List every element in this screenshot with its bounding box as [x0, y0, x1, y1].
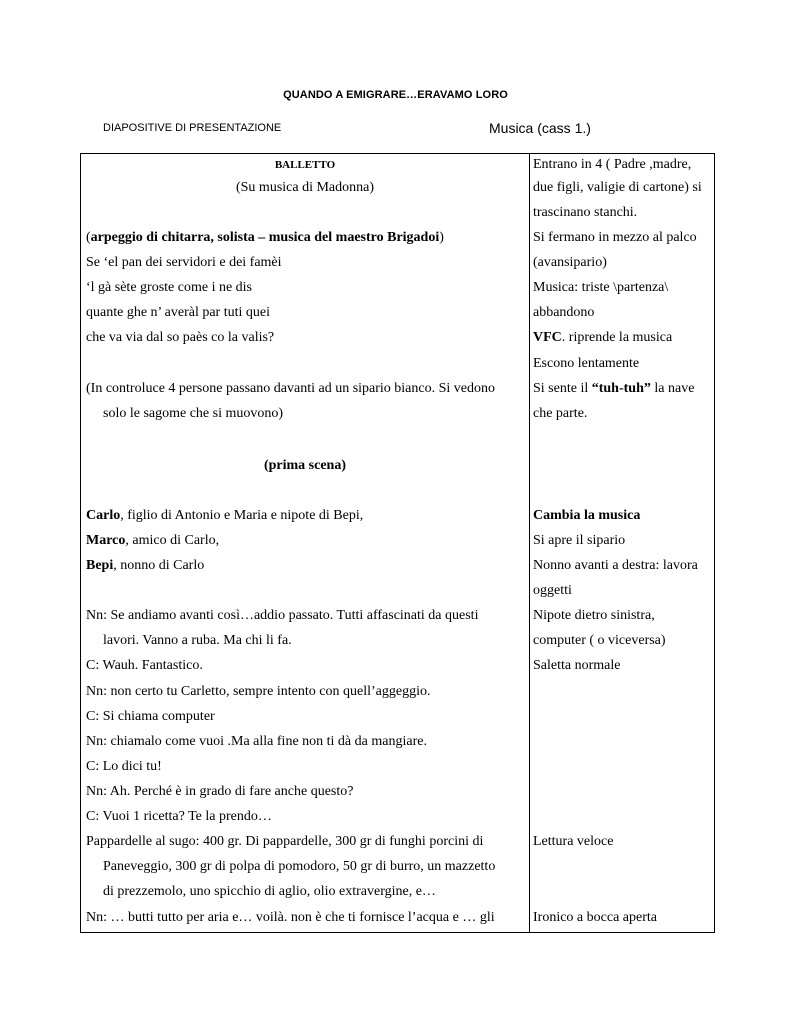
character-bepi: [86, 557, 204, 575]
tuh-post: la nave: [650, 381, 695, 396]
dialogue-line: Nn: Ah. Perché è in grado di fare anche questo?: [86, 784, 354, 799]
tuh-sound: “tuh-tuh”: [591, 381, 651, 396]
vfc-text: . riprende la musica: [561, 330, 673, 345]
stage-note: Musica: triste \partenza\: [533, 280, 669, 295]
character-desc: , amico di Carlo,: [125, 533, 220, 548]
su-musica-line: (Su musica di Madonna): [235, 180, 375, 195]
prima-scena-heading: (prima scena): [263, 458, 347, 473]
character-marco: [86, 532, 219, 550]
dialogue-line: C: Wauh. Fantastico.: [86, 658, 203, 673]
stage-note: Si apre il sipario: [533, 533, 626, 548]
controluce-line-2: solo le sagome che si muovono): [103, 406, 284, 421]
stage-note-vfc: [533, 329, 672, 347]
stage-note: computer ( o viceversa): [533, 633, 666, 648]
stage-note: Escono lentamente: [533, 356, 640, 371]
character-name: Marco: [86, 533, 126, 548]
arpeggio-text: arpeggio di chitarra, solista – musica del maestro Brigadoi: [90, 230, 440, 245]
dialogue-line: Nn: chiamalo come vuoi .Ma alla fine non ti dà da mangiare.: [86, 734, 427, 749]
controluce-line-1: (In controluce 4 persone passano davanti ad un sipario bianco. Si vedono: [86, 381, 496, 396]
character-name: Bepi: [86, 558, 114, 573]
dialogue-line: C: Vuoi 1 ricetta? Te la prendo…: [86, 809, 272, 824]
stage-note: oggetti: [533, 583, 572, 598]
stage-note: Entrano in 4 ( Padre ,madre,: [533, 157, 692, 172]
document-title: QUANDO A EMIGRARE…ERAVAMO LORO: [283, 89, 508, 101]
recipe-line: Paneveggio, 300 gr di polpa di pomodoro, 50 gr di burro, un mazzetto: [103, 859, 496, 874]
stage-note: trascinano stanchi.: [533, 205, 638, 220]
dialogue-line: Nn: Se andiamo avanti così…addio passato. Tutti affascinati da questi: [86, 608, 479, 623]
stage-note: Nipote dietro sinistra,: [533, 608, 655, 623]
stage-note: Ironico a bocca aperta: [533, 910, 657, 925]
dialogue-line: C: Lo dici tu!: [86, 759, 162, 774]
stage-note: Nonno avanti a destra: lavora: [533, 558, 698, 573]
recipe-line: di prezzemolo, uno spicchio di aglio, olio extravergine, e…: [103, 884, 436, 899]
stage-note: Saletta normale: [533, 658, 621, 673]
poem-line-1: Se ‘el pan dei servidori e dei famèi: [86, 255, 282, 270]
music-reference: Musica (cass 1.): [489, 120, 591, 136]
dialogue-line: Nn: non certo tu Carletto, sempre intento con quell’aggeggio.: [86, 684, 431, 699]
stage-note: Si fermano in mezzo al palco: [533, 230, 697, 245]
character-name: Carlo: [86, 508, 121, 523]
poem-line-3: quante ghe n’ averàl par tuti quei: [86, 305, 270, 320]
arpeggio-line: [86, 229, 444, 247]
arpeggio-close-paren: ): [439, 230, 444, 245]
dialogue-line: Nn: … butti tutto per aria e… voilà. non è che ti fornisce l’acqua e … gli: [86, 910, 495, 925]
dialogue-line: lavori. Vanno a ruba. Ma chi li fa.: [103, 633, 292, 648]
vfc-label: VFC: [533, 330, 562, 345]
recipe-line: Pappardelle al sugo: 400 gr. Di pappardelle, 300 gr di funghi porcini di: [86, 834, 484, 849]
poem-line-2: ‘l gà sète groste come i ne dis: [86, 280, 253, 295]
poem-line-4: che va via dal so paès co la valis?: [86, 330, 275, 345]
stage-note-tuh: [533, 380, 694, 398]
stage-note-cambia: Cambia la musica: [533, 508, 641, 523]
stage-note: Lettura veloce: [533, 834, 614, 849]
character-desc: , figlio di Antonio e Maria e nipote di Bepi,: [120, 508, 364, 523]
document-subtitle: DIAPOSITIVE DI PRESENTAZIONE: [103, 122, 282, 134]
balletto-heading: BALLETTO: [274, 159, 336, 171]
dialogue-line: C: Si chiama computer: [86, 709, 215, 724]
character-desc: , nonno di Carlo: [113, 558, 205, 573]
character-carlo: [86, 507, 363, 525]
column-divider: [529, 154, 530, 932]
stage-note: che parte.: [533, 406, 588, 421]
script-table: [80, 153, 715, 933]
tuh-pre: Si sente il: [533, 381, 592, 396]
stage-note: (avansipario): [533, 255, 607, 270]
stage-note: due figli, valigie di cartone) si: [533, 180, 702, 195]
stage-note: abbandono: [533, 305, 595, 320]
arpeggio-open-paren: (: [86, 230, 91, 245]
